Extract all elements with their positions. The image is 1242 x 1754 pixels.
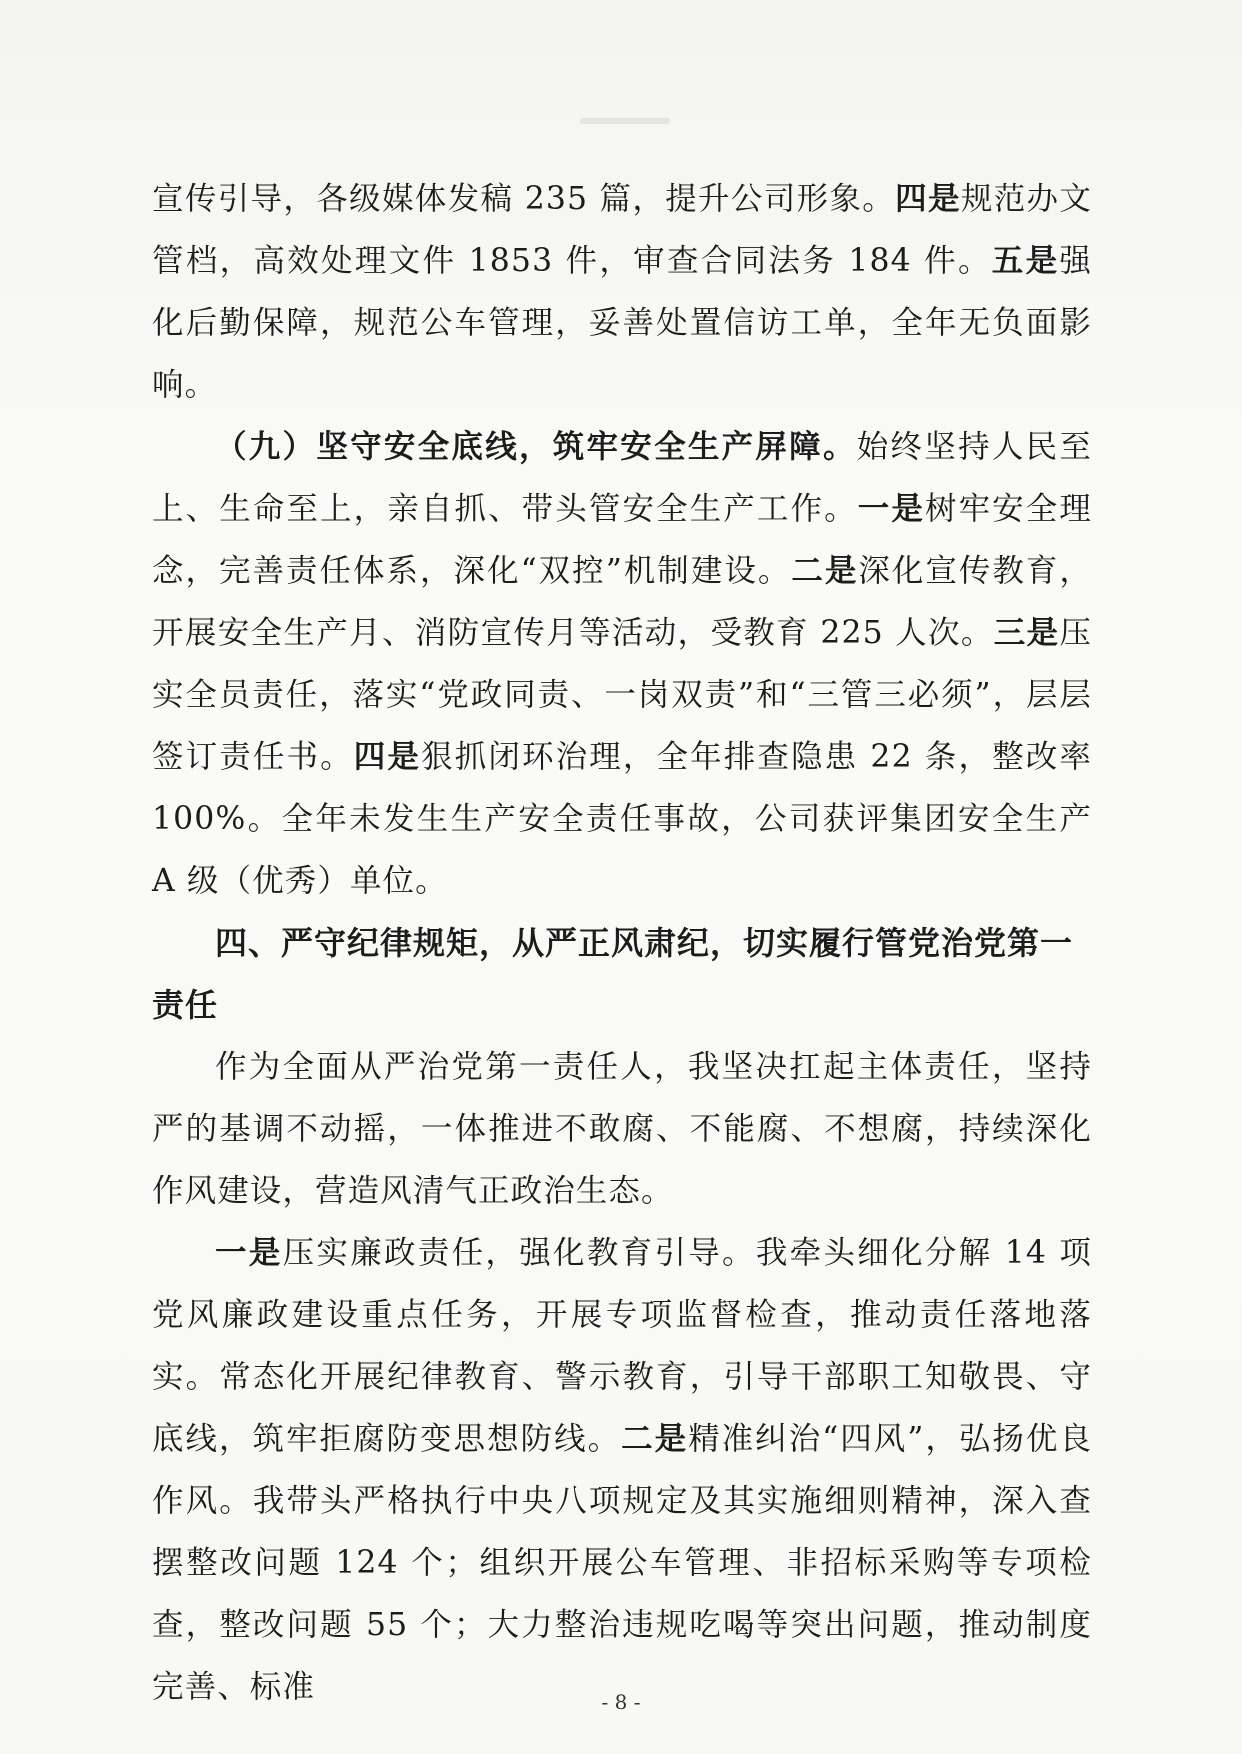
text-run: 规范办文管档，高效处理文件 1853 件，审查合同法务 184 件。 [152,181,1092,279]
bold-run: 四是 [895,181,961,217]
bold-run: 一是 [857,491,925,527]
text-run: 精准纠治“四风”，弘扬优良作风。我带头严格执行中央八项规定及其实施细则精神，深入查摆整改问题 124 个；组织开展公车管理、非招标采购等专项检查，整改问题 55 个；大力整治违规吃喝等突出问题，推动制度完善、标准 [152,1421,1092,1705]
text-run: 宣传引导，各级媒体发稿 235 篇，提升公司形象。 [152,181,896,217]
page-number: - 8 - [601,1690,641,1714]
text-run: 始终坚持人民至上、生命至上，亲自抓、带头管安全生产工作。 [152,429,1093,527]
section-subtitle: （九）坚守安全底线，筑牢安全生产屏障。 [215,429,857,465]
bold-run: 四是 [353,739,422,775]
bold-run: 五是 [991,243,1060,279]
bold-run: 二是 [621,1421,689,1457]
text-run: 压实全员责任，落实“党政同责、一岗双责”和“三管三必须”，层层签订责任书。 [152,615,1092,775]
paragraph-admin-support [152,168,1092,416]
text-run: 压实廉政责任，强化教育引导。我牵头细化分解 14 项党风廉政建设重点任务，开展专项监督检查，推动责任落地落实。常态化开展纪律教育、警示教育，引导干部职工知敬畏、守底线，筑牢拒腐防变思想防线。 [152,1235,1092,1457]
bold-run: 三是 [993,615,1060,651]
section-heading-4: 四、严守纪律规矩，从严正风肃纪，切实履行管党治党第一责任 [152,924,1074,1024]
text-run: 树牢安全理念，完善责任体系，深化“双控”机制建设。 [152,491,1092,589]
text-run: 强化后勤保障，规范公车管理，妥善处置信访工单，全年无负面影响。 [152,243,1093,403]
paragraph-responsibility: 作为全面从严治党第一责任人，我坚决扛起主体责任，坚持严的基调不动摇，一体推进不敢腐、不能腐、不想腐，持续深化作风建设，营造风清气正政治生态。 [152,1049,1092,1209]
paragraph-safety [152,416,1092,912]
document-body [152,168,1092,1718]
text-run: 狠抓闭环治理，全年排查隐患 22 条，整改率 100%。全年未发生生产安全责任事故，公司获评集团安全生产 A 级（优秀）单位。 [152,739,1092,899]
bold-run: 二是 [791,553,859,589]
bold-run: 一是 [215,1235,283,1271]
scan-artifact [580,118,670,124]
paragraph-integrity [152,1222,1092,1718]
text-run: 深化宣传教育，开展安全生产月、消防宣传月等活动，受教育 225 人次。 [152,553,1092,651]
